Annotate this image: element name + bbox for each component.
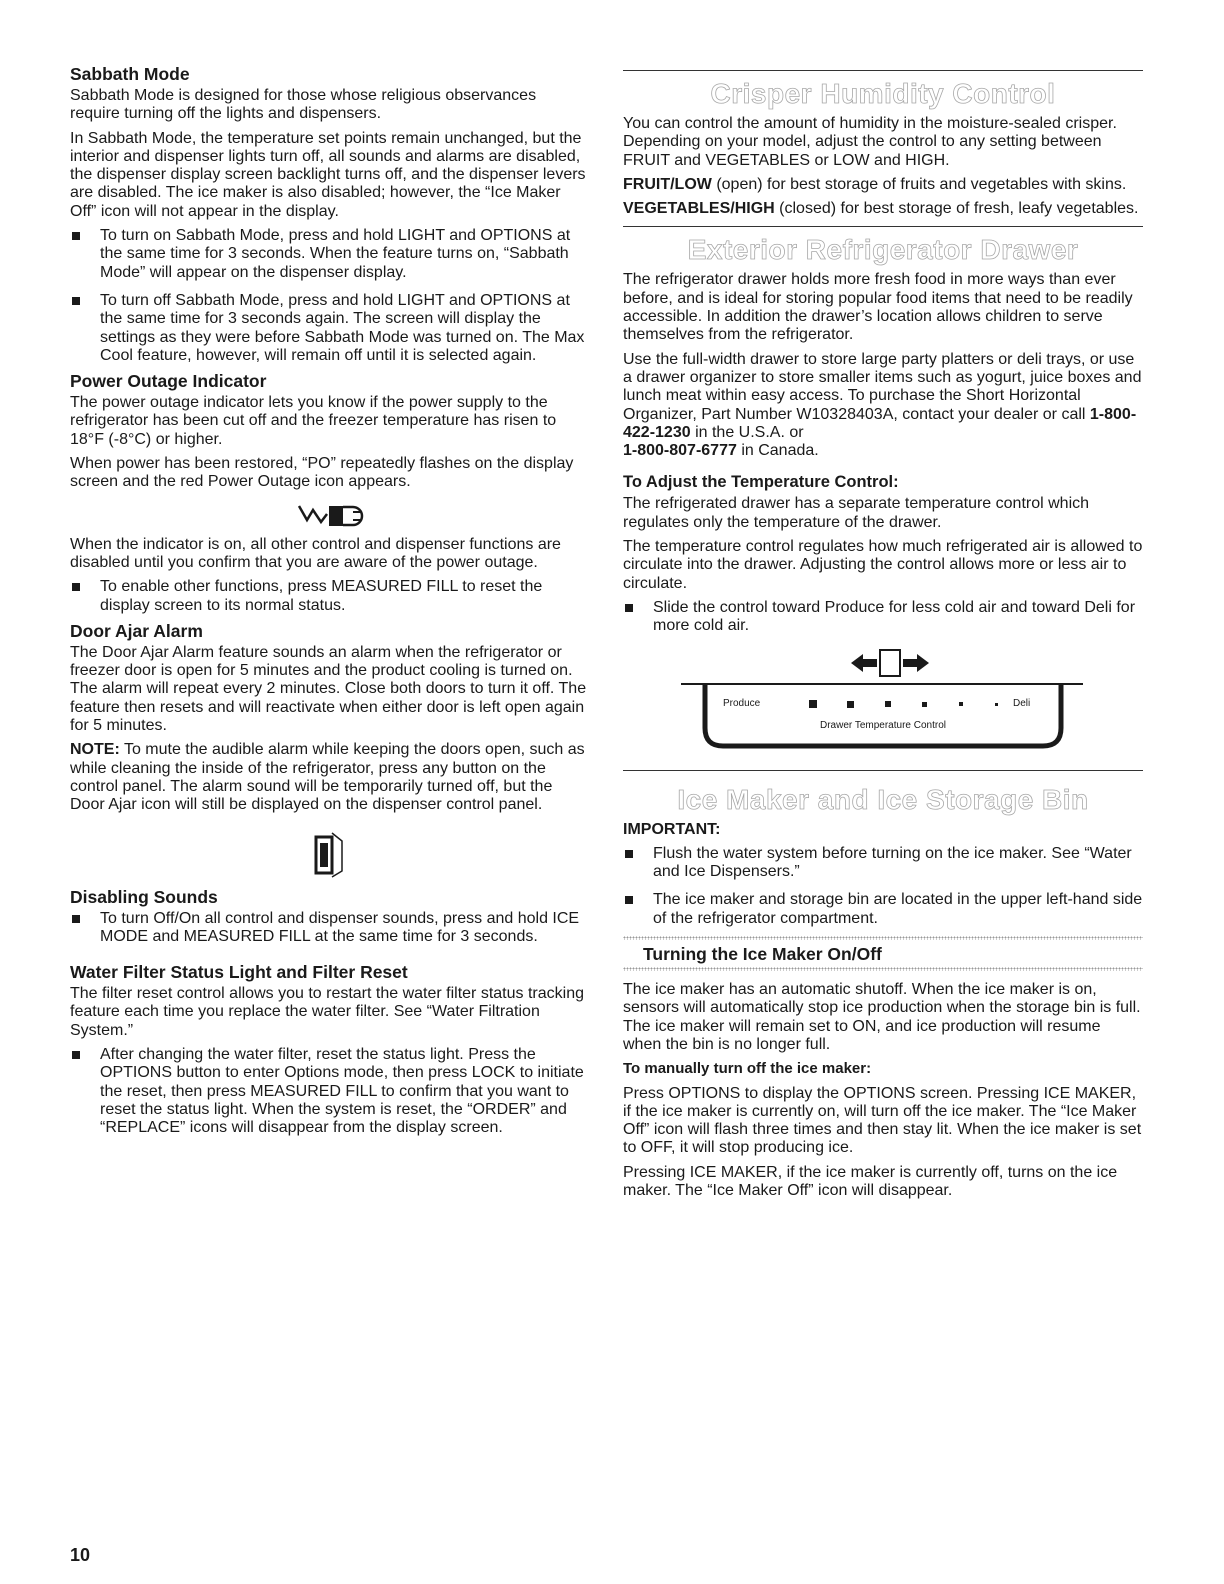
ice-sub-rule-top <box>623 936 1143 940</box>
drawer-p2-b: in the U.S.A. or <box>690 423 804 441</box>
sabbath-paragraph-1: Sabbath Mode is designed for those whose religious observances require turning off the lights and dispensers. <box>70 87 537 123</box>
door-paragraph-1: The Door Ajar Alarm feature sounds an alarm when the refrigerator or freezer door is open for 5 minutes and the product cooling is turned on. The alarm will repeat every 2 minutes. Close both doors to turn it off. The feature then resets and will reactivate when either door is left open again for 5 minutes. <box>70 643 587 735</box>
power-paragraph-2: When power has been restored, “PO” repeatedly flashes on the display screen and the red Power Outage icon appears. <box>70 455 574 491</box>
drawer-rule <box>623 226 1143 227</box>
sounds-bullet: To turn Off/On all control and dispenser sounds, press and hold ICE MODE and MEASURED FILL at the same time for 3 seconds. <box>70 910 590 947</box>
door-ajar-heading: Door Ajar Alarm <box>70 620 203 641</box>
crisper-paragraph-1: You can control the amount of humidity in the moisture-sealed crisper. Depending on your model, adjust the control to any setting between FRUIT and VEGETABLES or LOW and HIGH. <box>623 115 1117 169</box>
sabbath-paragraph-2: In Sabbath Mode, the temperature set points remain unchanged, but the interior and dispenser lights turn off, all sounds and alarms are disabled, the dispenser display screen backlight turns off, and the dispenser levers are disabled. The ice maker is also disabled; however, the “Ice Maker Off” icon will not appear in the display. <box>70 129 586 220</box>
water-filter-heading: Water Filter Status Light and Filter Reset <box>70 962 408 983</box>
crisper-veg-text: (closed) for best storage of fresh, leafy vegetables. <box>774 200 1139 218</box>
ice-sub-rule-bottom <box>623 967 1143 971</box>
fig-deli-label: Deli <box>1013 697 1031 709</box>
ice-paragraph-3: Pressing ICE MAKER, if the ice maker is currently off, turns on the ice maker. The “Ice Maker Off” icon will disappear. <box>623 1163 1118 1199</box>
door-ajar-icon <box>70 821 590 887</box>
sounds-bullets <box>70 910 590 947</box>
disabling-sounds-heading: Disabling Sounds <box>70 886 218 907</box>
left-column <box>70 64 590 1147</box>
door-note <box>70 741 590 814</box>
filter-paragraph-1: The filter reset control allows you to restart the water filter status tracking feature each time you replace the water filter. See “Water Filtration System.” <box>70 985 584 1039</box>
drawer-paragraph-4: The temperature control regulates how much refrigerated air is allowed to circulate into the drawer. Adjusting the control allows more or less air to circulate. <box>623 538 1143 592</box>
drawer-p2-c: in Canada. <box>736 442 819 460</box>
sabbath-bullet-off: To turn off Sabbath Mode, press and hold LIGHT and OPTIONS at the same time for 3 seconds again. The screen will display the settings as they were before Sabbath Mode was turned on. The Max Cool feature, however, will remain off until it is selected again. <box>70 292 590 365</box>
filter-bullet: After changing the water filter, reset the status light. Press the OPTIONS button to enter Options mode, then press LOCK to initiate the reset, then press MEASURED FILL to confirm that you want to reset the status light. When the system is reset, the “ORDER” and “REPLACE” icons will disappear from the display screen. <box>70 1046 590 1137</box>
drawer-p2-a: Use the full-width drawer to store large party platters or deli trays, or use a drawer organizer to store smaller items such as yogurt, juice boxes and lunch meat within easy access. To purchase the Short Horizontal Organizer, Part Number W10328403A, contact your dealer or call <box>623 350 1142 423</box>
drawer-bullets <box>623 599 1143 636</box>
drawer-phone-ca: 1-800-807-6777 <box>623 442 737 460</box>
crisper-fruit <box>623 176 1143 194</box>
crisper-heading: Crisper Humidity Control <box>710 78 1056 109</box>
sabbath-bullets <box>70 227 590 365</box>
crisper-fruit-text: (open) for best storage of fruits and vegetables with skins. <box>711 175 1127 193</box>
power-outage-icon <box>70 498 590 536</box>
door-note-text: To mute the audible alarm while keeping the doors open, such as while cleaning the inside of the refrigerator, press any button on the control panel. The alarm sound will be temporarily turned off, but the Door Ajar icon will still be displayed on the dispenser control panel. <box>70 741 585 814</box>
sabbath-mode-heading: Sabbath Mode <box>70 64 190 84</box>
drawer-bullet: Slide the control toward Produce for less cold air and toward Deli for more cold air. <box>623 599 1143 636</box>
crisper-veg-label: VEGETABLES/HIGH <box>623 200 775 218</box>
fig-caption: Drawer Temperature Control <box>820 719 946 731</box>
ice-important <box>623 821 1143 839</box>
drawer-paragraph-1: The refrigerator drawer holds more fresh food in more ways than ever before, and is ideal for storing popular food items that need to be readily accessible. In addition the drawer’s location allows children to serve themselves from the refrigerator. <box>623 271 1133 344</box>
power-bullet-enable: To enable other functions, press MEASURED FILL to reset the display screen to its normal status. <box>70 578 590 615</box>
sabbath-bullet-on: To turn on Sabbath Mode, press and hold LIGHT and OPTIONS at the same time for 3 seconds. When the feature turns on, “Sabbath Mode” will appear on the dispenser display. <box>70 227 590 282</box>
drawer-control-figure <box>623 642 1143 770</box>
ice-bullet-flush: Flush the water system before turning on the ice maker. See “Water and Ice Dispensers.” <box>623 845 1143 882</box>
ice-heading: Ice Maker and Ice Storage Bin <box>677 783 1089 815</box>
power-paragraph-3: When the indicator is on, all other control and dispenser functions are disabled until you confirm that you are aware of the power outage. <box>70 535 561 571</box>
ice-bullet-location: The ice maker and storage bin are located in the upper left-hand side of the refrigerator compartment. <box>623 891 1143 928</box>
door-note-label: NOTE: <box>70 741 120 759</box>
right-column <box>623 70 1143 1206</box>
ice-paragraph-2: Press OPTIONS to display the OPTIONS screen. Pressing ICE MAKER, if the ice maker is currently on, will turn off the ice maker. The “Ice Maker Off” icon will flash three times and then stay lit. When the ice maker is set to OFF, it will stop producing ice. <box>623 1084 1142 1157</box>
power-bullets <box>70 578 590 615</box>
crisper-rule <box>623 70 1143 71</box>
ice-paragraph-1: The ice maker has an automatic shutoff. When the ice maker is on, sensors will automatically stop ice production when the storage bin is full. The ice maker will remain set to ON, and ice production will resume when the bin is no longer full. <box>623 981 1141 1053</box>
drawer-heading: Exterior Refrigerator Drawer <box>687 234 1079 266</box>
page-number: 10 <box>70 1545 91 1565</box>
ice-bullets <box>623 845 1143 928</box>
power-outage-heading: Power Outage Indicator <box>70 371 267 392</box>
slider-arrows-icon <box>851 650 929 676</box>
crisper-veg <box>623 200 1143 218</box>
ice-manual <box>623 1060 1143 1078</box>
filter-bullets <box>70 1046 590 1137</box>
ice-rule <box>623 770 1143 771</box>
power-paragraph-1: The power outage indicator lets you know if the power supply to the refrigerator has been cut off and the freezer temperature has risen to 18°F (-8°C) or higher. <box>70 394 557 448</box>
ice-important-label: IMPORTANT: <box>623 820 721 838</box>
turning-ice-maker-heading: Turning the Ice Maker On/Off <box>643 944 882 965</box>
drawer-phone-us: 1-800-422-1230 <box>623 405 1137 441</box>
drawer-paragraph-3: The refrigerated drawer has a separate temperature control which regulates only the temperature of the drawer. <box>623 495 1090 531</box>
adjust-temp-heading: To Adjust the Temperature Control: <box>623 473 899 492</box>
fig-produce-label: Produce <box>723 697 761 709</box>
crisper-fruit-label: FRUIT/LOW <box>623 175 712 193</box>
drawer-paragraph-2 <box>623 351 1143 461</box>
ice-manual-label: To manually turn off the ice maker: <box>623 1060 872 1078</box>
